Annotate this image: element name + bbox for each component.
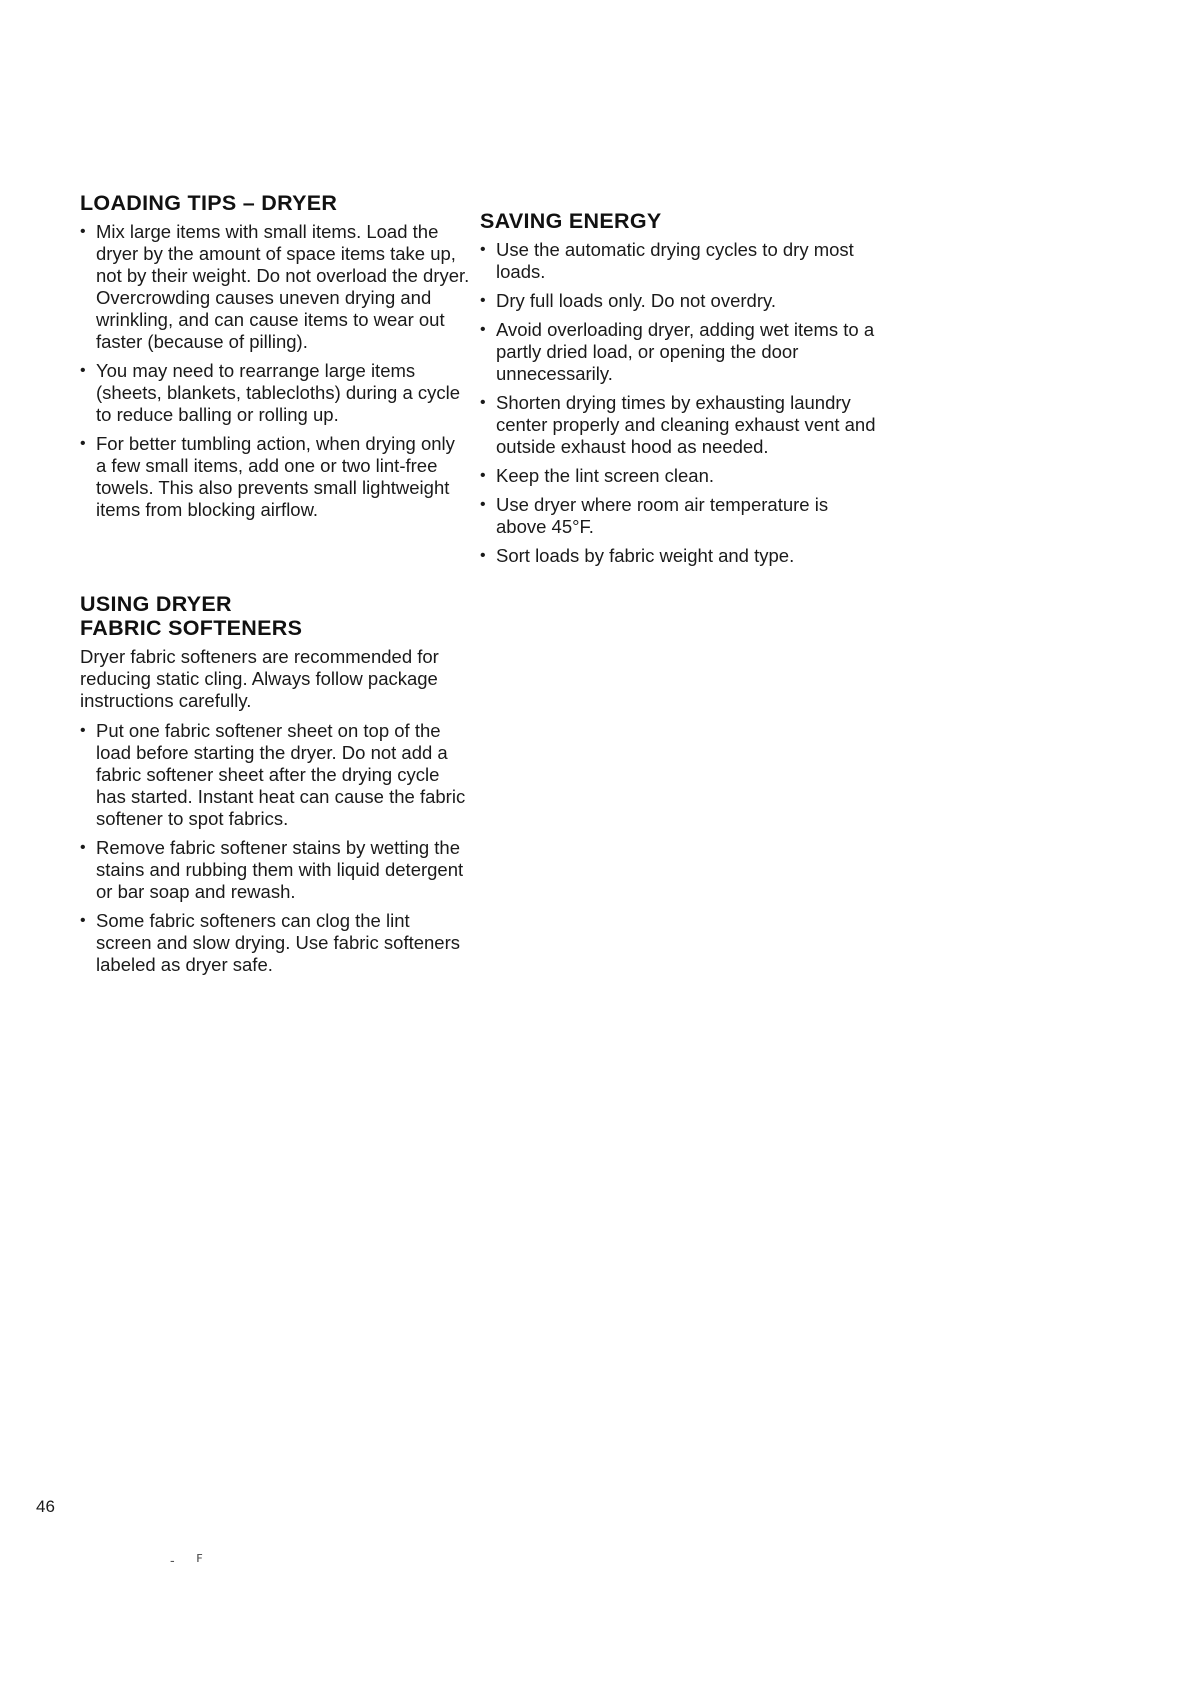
fabric-softener-item: • Some fabric softeners can clog the lint screen and slow drying. Use fabric softeners labeled as dryer safe. [80,910,470,976]
saving-energy-item: • Dry full loads only. Do not overdry. [480,290,880,312]
loading-tip-item: • You may need to rearrange large items (sheets, blankets, tablecloths) during a cycle to reduce balling or rolling up. [80,360,470,426]
loading-tips-heading: LOADING TIPS – DRYER [80,191,338,215]
loading-tip-item: • For better tumbling action, when drying only a few small items, add one or two lint-free towels. This also prevents small lightweight items from blocking airflow. [80,433,470,521]
scan-mark: ꜰ [196,1549,203,1565]
saving-energy-list [480,239,880,567]
fabric-softeners-list [80,720,470,976]
loading-tips-section [80,191,470,528]
loading-tips-list [80,221,470,521]
saving-energy-item: • Use the automatic drying cycles to dry most loads. [480,239,880,283]
fabric-softeners-heading: USING DRYER FABRIC SOFTENERS [80,592,303,640]
fabric-softeners-section [80,592,470,983]
fabric-softener-item: • Put one fabric softener sheet on top of the load before starting the dryer. Do not add a fabric softener sheet after the drying cycle has started. Instant heat can cause the fabric softener to spot fabrics. [80,720,470,830]
scan-mark: - [170,1552,175,1568]
saving-energy-item: • Keep the lint screen clean. [480,465,880,487]
saving-energy-item: • Sort loads by fabric weight and type. [480,545,880,567]
saving-energy-heading: SAVING ENERGY [480,209,662,233]
loading-tip-item: • Mix large items with small items. Load the dryer by the amount of space items take up, not by their weight. Do not overload the dryer. Overcrowding causes uneven drying and wrinkling, and can cause items to wear out faster (because of pilling). [80,221,470,353]
fabric-softeners-intro: Dryer fabric softeners are recommended for reducing static cling. Always follow package instructions carefully. [80,646,439,711]
saving-energy-item: • Use dryer where room air temperature is above 45°F. [480,494,880,538]
fabric-softener-item: • Remove fabric softener stains by wetting the stains and rubbing them with liquid detergent or bar soap and rewash. [80,837,470,903]
saving-energy-item: • Shorten drying times by exhausting laundry center properly and cleaning exhaust vent and outside exhaust hood as needed. [480,392,880,458]
saving-energy-item: • Avoid overloading dryer, adding wet items to a partly dried load, or opening the door unnecessarily. [480,319,880,385]
saving-energy-section [480,209,880,574]
page-number: 46 [36,1497,55,1516]
